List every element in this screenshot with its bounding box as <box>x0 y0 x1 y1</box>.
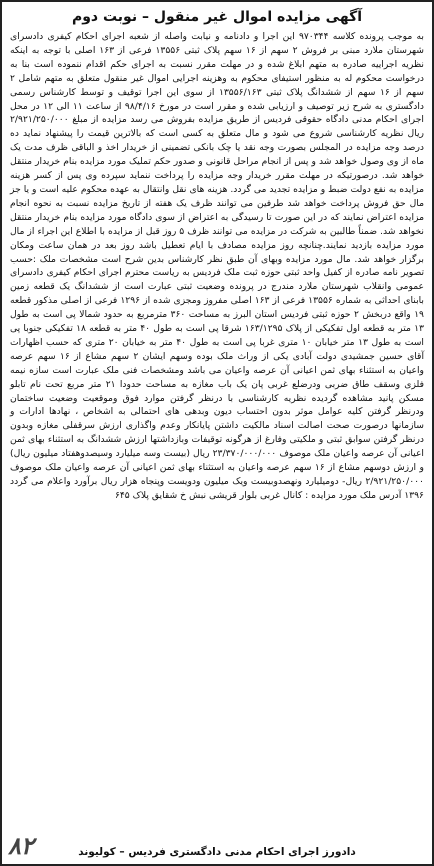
notice-signature: دادورز اجرای احکام مدنی دادگستری فردیس – کولیوند <box>78 846 356 858</box>
document-number: ۸۲ <box>8 832 34 860</box>
notice-body: به موجب پرونده کلاسه ۹۷۰۳۴۴ این اجرا و دادنامه و نیابت واصله از شعبه اجرای احکام کیفری دادسرای شهرستان ملارد مبنی بر فروش ۲ سهم از ۱۶ سهم پلاک ثبتی ۱۳۵۵۶ فرعی از ۱۶۳ اصلی با توجه به اینکه نظریه اجراییه صادره به متهم ابلاغ شده و در مهلت مقرر نسبت به اجرای حکم اقدام ننموده است بنا به درخواست محکوم له به منظور استیفای محکوم به وهزینه اجرایی اموال غیر منقول متعلق به متهم شامل ۲ سهم از ۱۶ سهم از ششدانگ پلاک ثبتی ۱۳۵۵۶/۱۶۳ از سوی این اجرا توقیف و توسط کارشناس رسمی دادگستری به شرح زیر توصیف و ارزیابی شده و مقرر است در مورخ ۹۸/۴/۱۶ از ساعت ۱۱ الی ۱۲ در محل اجرای احکام مدنی دادگاه حقوقی فردیس از طریق مزایده بفروش می رسد مزایده از مبلغ ۲/۹۲۱/۲۵۰/۰۰۰ ریال نظریه کارشناسی شروع می شود و مال متعلق به کسی است که بالاترین قیمت را پیشنهاد نماید ده درصد وجه مزایده در المجلس بصورت وجه نقد یا چک بانکی تضمینی از خریدار اخذ و الباقی ظرف مدت یک ماه از وی وصول خواهد شد و پس از انجام مراحل قانونی و صدور حکم تملیک مورد مزایده بنام خریدار منتقل خواهد شد. درصورتیکه در مهلت مقرر خریدار وجه مزایده را پرداخت ننماید سپرده وی پس از کسر هزینه مزایده به نفع دولت ضبط و مزایده تجدید می گردد. هزینه های نقل وانتقال به عهده محکوم علیه است و یا جز مال حق فروش پرداخت خواهد شد طرفین می توانند ظرف یک هفته از تاریخ مزایده نسبت به نحوه انجام مزایده اعتراض نمایند که در این صورت تا رسیدگی به اعتراض از سوی دادگاه مورد مزایده بنام خریدار منتقل نخواهد شد. ضمناً طالبین به شرکت در مزایده می توانند ظرف ۵ روز قبل از مزایده با اطلاع این اجراء از مال مورد مزایده بازدید نمایند.چنانچه روز مزایده مصادف با ایام تعطیل باشد روز بعد در همان ساعت ومکان برگزار خواهد شد. مال مورد مزایده وبهای آن طبق نظر کارشناس بدین شرح است مشخصات ملک :حسب تصویر نامه صادره از کفیل واحد ثبتی حوزه ثبت ملک فردیس به ریاست محترم اجرای احکام کیفری دادسرای عمومی وانقلاب شهرستان ملارد مندرج در پرونده وضعیت ثبتی عبارت است از ششدانگ یک قطعه زمین بابنای احداثی به شماره ۱۳۵۵۶ فرعی از ۱۶۳ اصلی مفروز ومجزی شده از ۱۲۹۶ فرعی از اصلی مذکور قطعه ۱۹ واقع دربخش ۲ حوزه ثبتی فردیس استان البرز به مساحت ۳۶۰ مترمربع به حدود شمالا پی است به طول ۱۳ متر به قطعه اول تفکیکی از پلاک ۱۶۳/۱۲۹۵ شرقا پی است به طول ۴۰ متر به قطعه ۱۸ تفکیکی جنوبا پی است به طول ۱۳ متر خیابان ۱۰ متری غربا پی است به طول ۴۰ متر به خیابان ۲۰ متری که حسب اظهارات آقای حسین جمشیدی دولت آبادی یکی از وراث ملک بوده وسهم ایشان ۲ سهم مشاع از ۱۶ سهم عرصه واعیان به استثناء بهای ثمن اعیانی آن عرصه واعیان می باشد ومشخصات فنی ملک عبارت است سازه نیمه فلزی وسقف طاق ضربی ودرضلع غربی پان یک باب مغازه به مساحت حدودا ۲۱ متر مربع تحت نام تابلو مسکن پانید مشاهده گردیده نظریه کارشناسی با درنظر گرفتن موارد فوق وموقعیت وضعیت ساختمان ودرنظر گرفتن کلیه عوامل موثر بدون احتساب دیون وبدهی های احتمالی به اشخاص ، نهادها ادارات و سازمانها درصورت صحت اصالت اسناد مالکیت داشتن پایانکار وعدم واگذاری ارزش سرقفلی مغازه وبدون درنظر گرفتن سوابق ثبتی و ملکیتی وفارغ از هرگونه توقیفات وبازداشتها ارزش ششدانگ به استثناء بهای ثمن اعیانی آن عرصه واعیان ملک موصوف ۲۳/۳۷۰/۰۰۰/۰۰۰ ریال (بیست وسه میلیارد وسیصدوهفتاد میلیون ریال) و ارزش دوسهم مشاع از ۱۶ سهم عرصه واعیان به استثناء بهای ثمن اعیانی آن عرصه واعیان ملک موصوف ۲/۹۲۱/۲۵۰/۰۰۰ ریال- دومیلیارد ونهصدوبیست ویک میلیون ودویست وپنجاه هزار ریال برآورد واعلام می گردد ۱۳۹۶ آدرس ملک مورد مزایده : کانال غربی بلوار قریشی نبش خ شقایق پلاک ۶۴۵ <box>10 31 424 501</box>
notice-title: آگهی مزایده اموال غیر منقول – نوبت دوم <box>71 9 363 25</box>
